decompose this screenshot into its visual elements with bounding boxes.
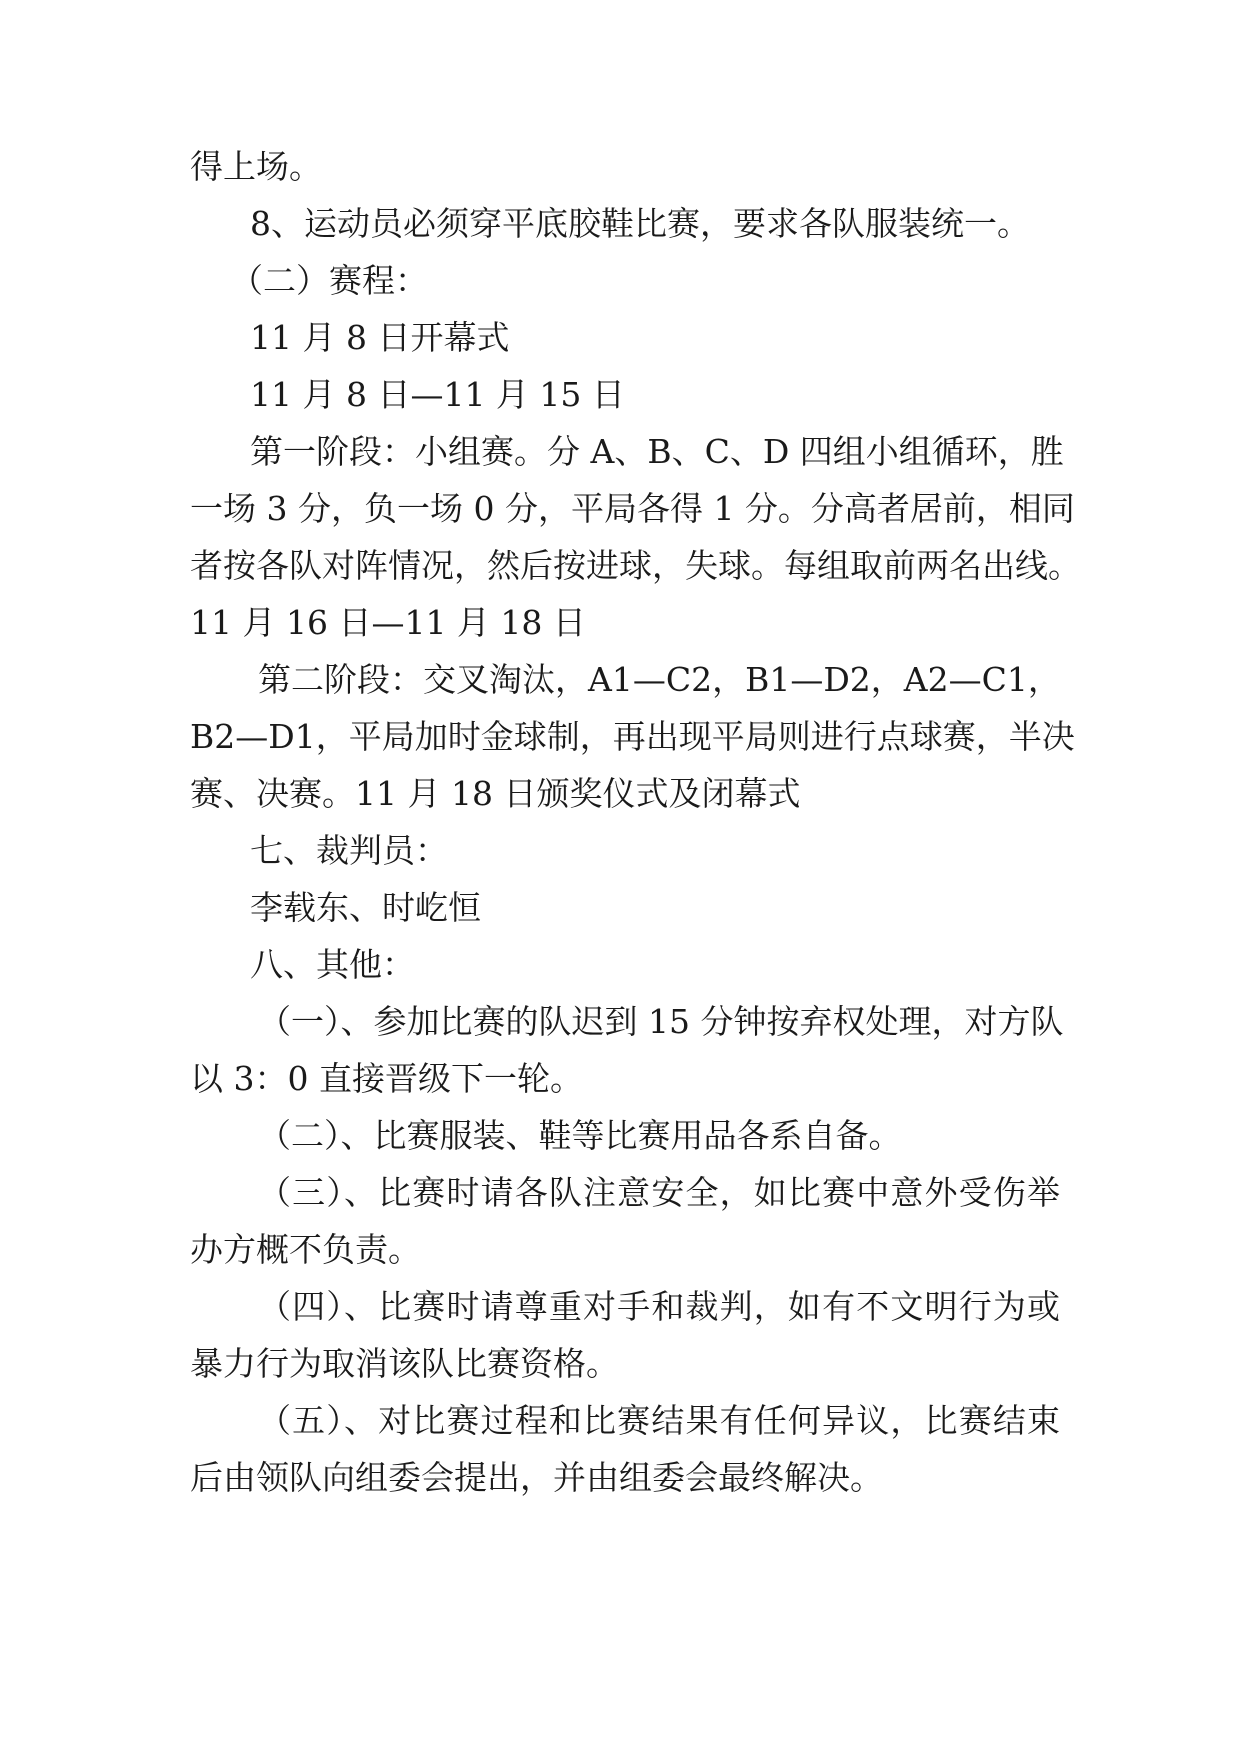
text-line: 以 3：0 直接晋级下一轮。 [190, 1059, 583, 1098]
text-line: 暴力行为取消该队比赛资格。 [190, 1344, 619, 1383]
text-line: 后由领队向组委会提出，并由组委会最终解决。 [190, 1458, 883, 1497]
text-line: （四）、比赛时请尊重对手和裁判，如有不文明行为或 [258, 1287, 1060, 1326]
text-line: 者按各队对阵情况，然后按进球，失球。每组取前两名出线。 [190, 546, 1081, 585]
text-line: 11 月 16 日—11 月 18 日 [190, 603, 586, 642]
text-line: 第一阶段：小组赛。分 A、B、C、D 四组小组循环，胜 [250, 432, 1064, 471]
section-heading: 八、其他： [250, 945, 415, 984]
text-line: 11 月 8 日—11 月 15 日 [250, 375, 625, 414]
section-heading: （二）赛程： [230, 261, 428, 300]
text-line: 8、运动员必须穿平底胶鞋比赛，要求各队服装统一。 [250, 204, 1030, 243]
text-line: 李载东、时屹恒 [250, 888, 481, 927]
text-line: 11 月 8 日开幕式 [250, 318, 510, 357]
text-line: 办方概不负责。 [190, 1230, 421, 1269]
text-line: 得上场。 [190, 147, 322, 186]
text-line: 第二阶段：交叉淘汰，A1—C2，B1—D2，A2—C1， [258, 660, 1061, 699]
text-line: （二）、比赛服装、鞋等比赛用品各系自备。 [258, 1116, 902, 1155]
text-line: B2—D1，平局加时金球制，再出现平局则进行点球赛，半决 [190, 717, 1075, 756]
section-heading: 七、裁判员： [250, 831, 448, 870]
text-line: （一）、参加比赛的队迟到 15 分钟按弃权处理，对方队 [258, 1002, 1064, 1041]
text-line: （三）、比赛时请各队注意安全，如比赛中意外受伤举 [258, 1173, 1060, 1212]
text-line: （五）、对比赛过程和比赛结果有任何异议，比赛结束 [258, 1401, 1060, 1440]
text-line: 一场 3 分，负一场 0 分，平局各得 1 分。分高者居前，相同 [190, 489, 1075, 528]
text-line: 赛、决赛。11 月 18 日颁奖仪式及闭幕式 [190, 774, 801, 813]
